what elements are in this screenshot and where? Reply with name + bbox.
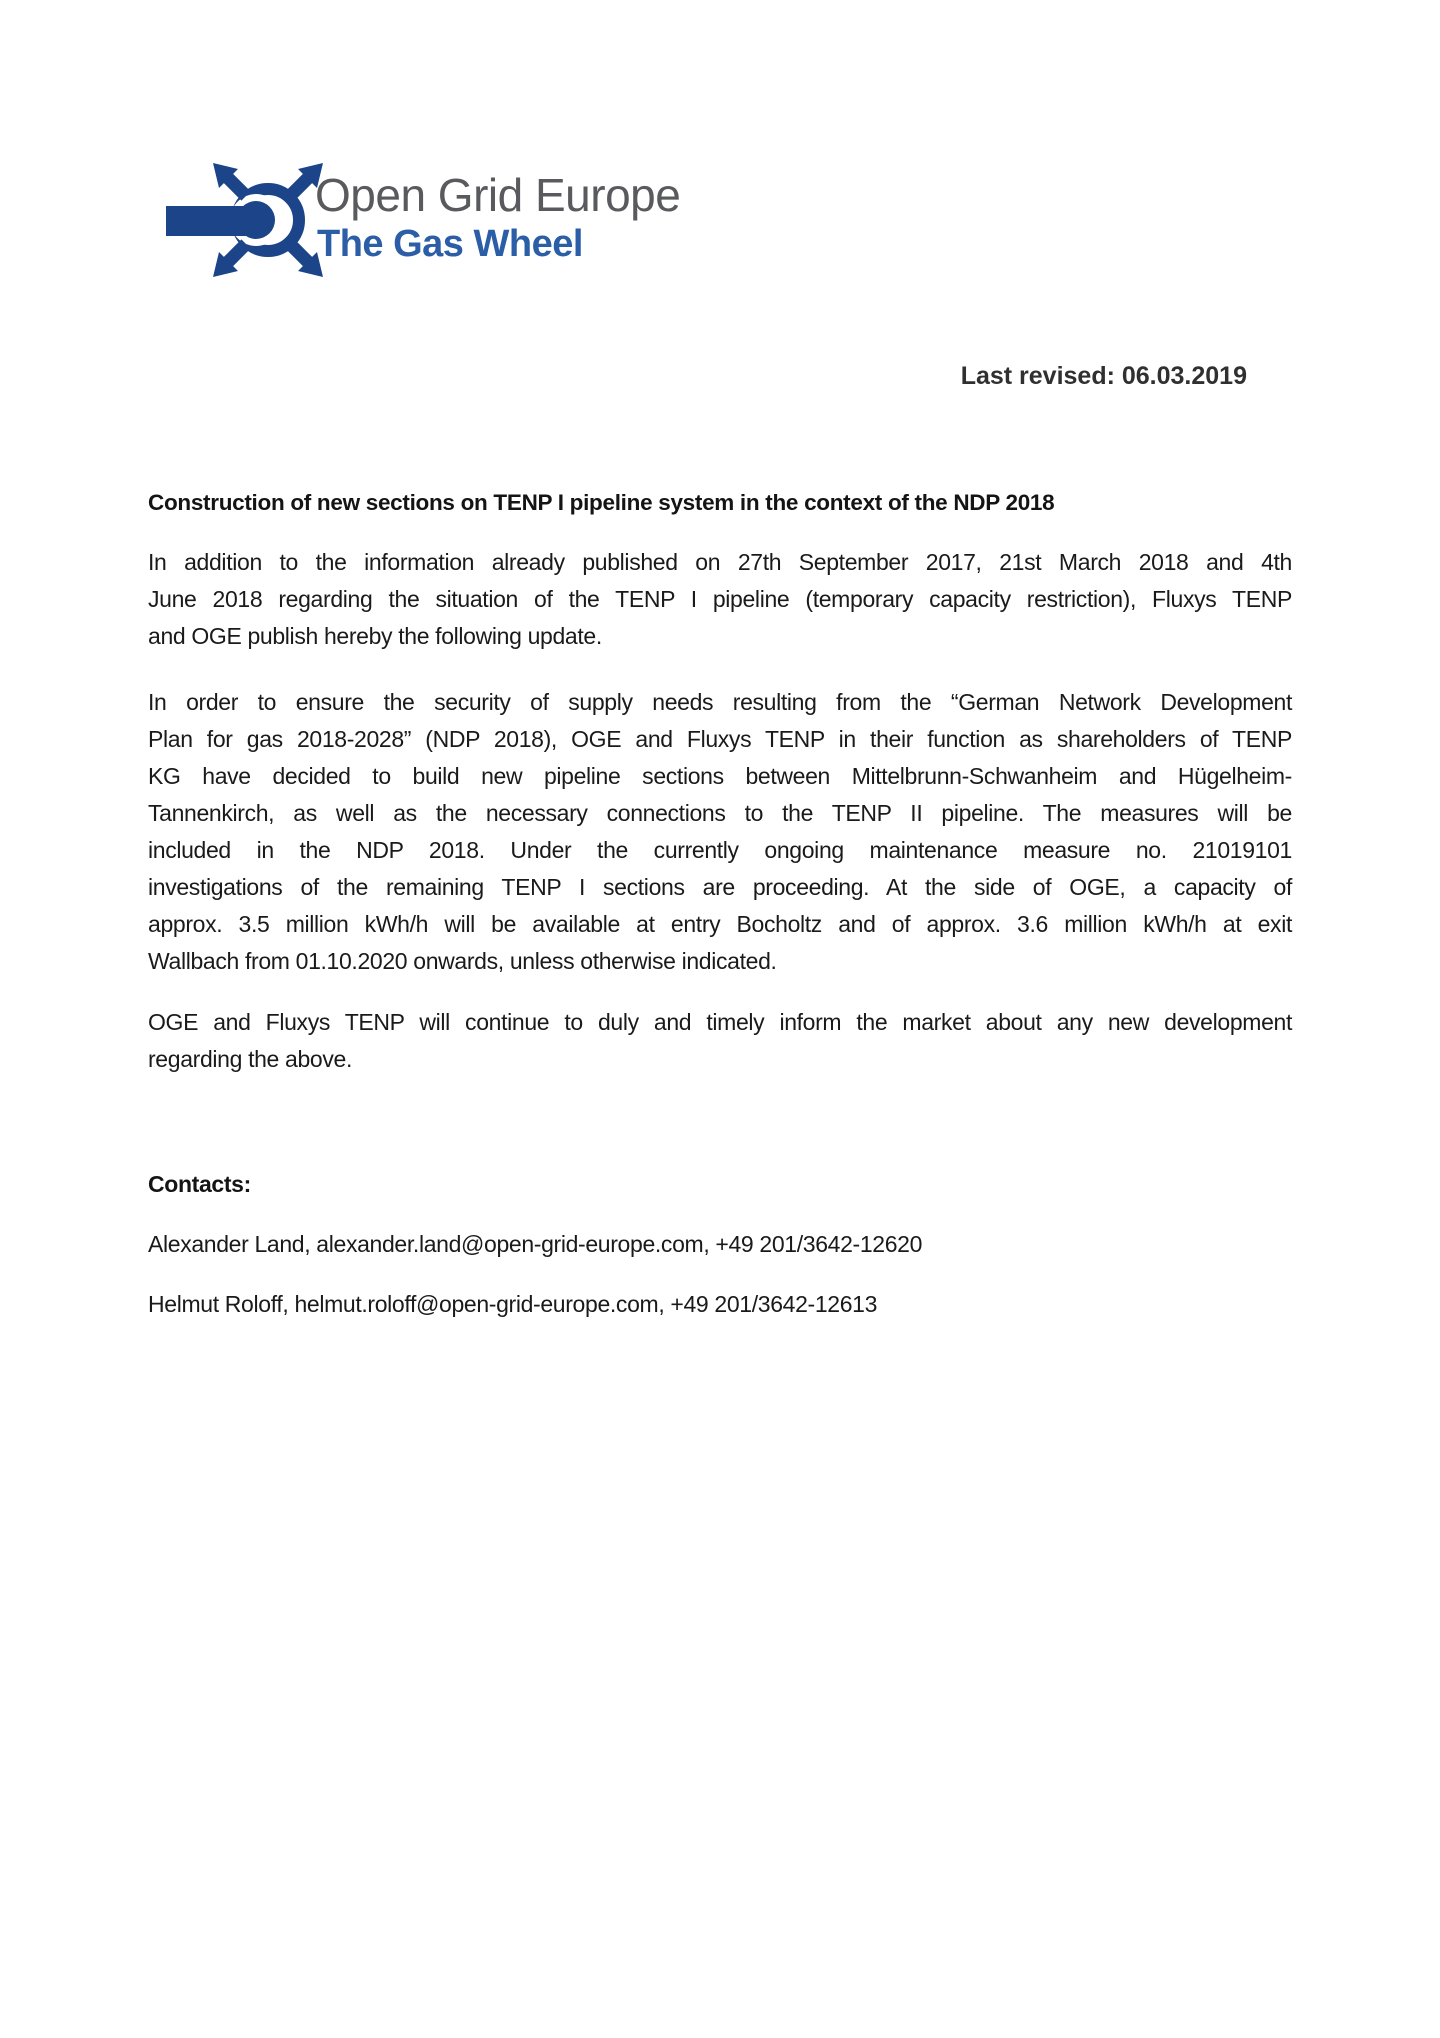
text-line: June 2018 regarding the situation of the TENP I pipeline (temporary capacity restriction), Fluxys TENP bbox=[148, 586, 1292, 612]
text-line: and OGE publish hereby the following update. bbox=[148, 623, 602, 649]
brand-name: Open Grid Europe bbox=[315, 169, 681, 221]
gas-wheel-icon bbox=[138, 158, 333, 288]
text-line: approx. 3.5 million kWh/h will be available at entry Bocholtz and of approx. 3.6 million kWh/h at exit bbox=[148, 911, 1292, 937]
text-line: In order to ensure the security of supply needs resulting from the “German Network Development bbox=[148, 689, 1292, 715]
paragraph bbox=[148, 684, 1292, 980]
text-line: Tannenkirch, as well as the necessary connections to the TENP II pipeline. The measures will be bbox=[148, 800, 1292, 826]
text-line: Plan for gas 2018-2028” (NDP 2018), OGE and Fluxys TENP in their function as shareholders of TENP bbox=[148, 726, 1292, 752]
brand-tagline: The Gas Wheel bbox=[317, 223, 583, 265]
text-line: In addition to the information already published on 27th September 2017, 21st March 2018 and 4th bbox=[148, 549, 1292, 575]
paragraph bbox=[148, 544, 1292, 655]
contacts-heading: Contacts: bbox=[148, 1171, 251, 1197]
document-title: Construction of new sections on TENP I pipeline system in the context of the NDP 2018 bbox=[148, 490, 1055, 515]
text-line: OGE and Fluxys TENP will continue to duly and timely inform the market about any new development bbox=[148, 1009, 1292, 1035]
text-line: regarding the above. bbox=[148, 1046, 352, 1072]
text-line: investigations of the remaining TENP I sections are proceeding. At the side of OGE, a capacity of bbox=[148, 874, 1292, 900]
paragraph bbox=[148, 1004, 1292, 1078]
text-line: KG have decided to build new pipeline sections between Mittelbrunn-Schwanheim and Hügelheim- bbox=[148, 763, 1292, 789]
last-revised-label: Last revised: 06.03.2019 bbox=[960, 362, 1247, 390]
text-line: Wallbach from 01.10.2020 onwards, unless otherwise indicated. bbox=[148, 948, 777, 974]
contact-entry: Alexander Land, alexander.land@open-grid-europe.com, +49 201/3642-12620 bbox=[148, 1231, 923, 1257]
text-line: included in the NDP 2018. Under the currently ongoing maintenance measure no. 21019101 bbox=[148, 837, 1292, 863]
contact-entry: Helmut Roloff, helmut.roloff@open-grid-europe.com, +49 201/3642-12613 bbox=[148, 1291, 878, 1317]
